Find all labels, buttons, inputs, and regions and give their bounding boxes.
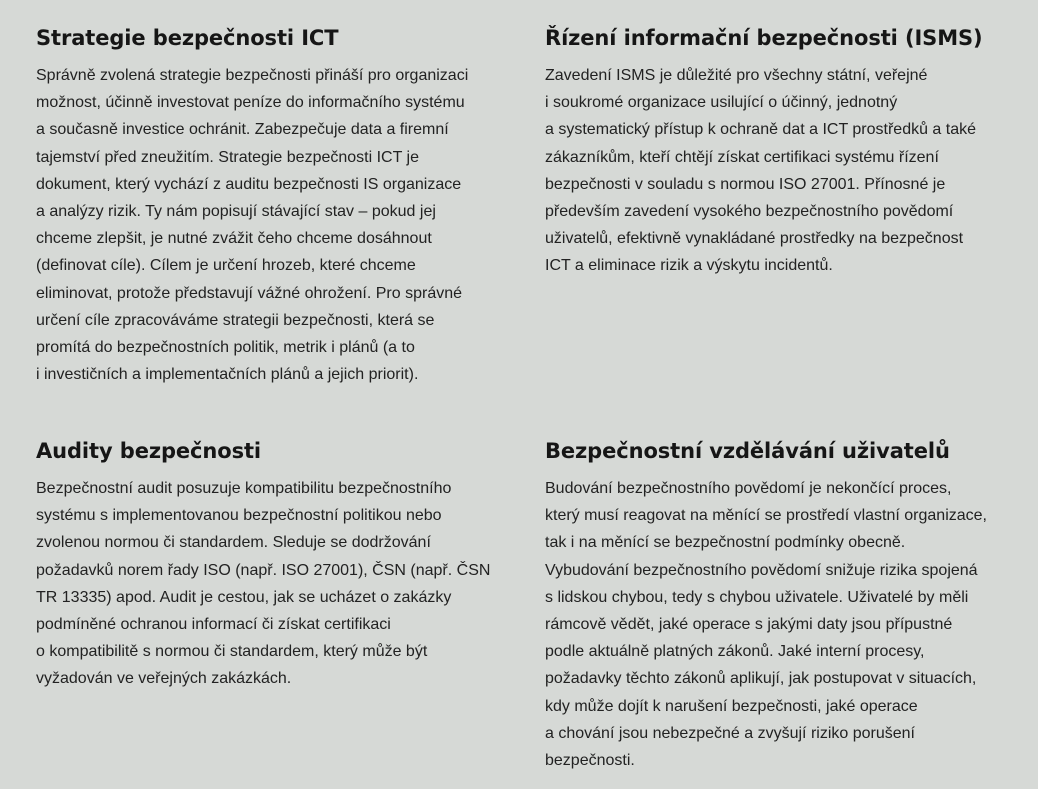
section-title: Strategie bezpečnosti ICT [36, 26, 339, 50]
body-line: požadavků norem řady ISO (např. ISO 27001), ČSN (např. ČSN [36, 561, 491, 579]
body-line: a analýzy rizik. Ty nám popisují stávající stav – pokud jej [36, 203, 436, 221]
body-line: ICT a eliminace rizik a výskytu incidentů. [545, 257, 833, 275]
body-line: kdy může dojít k narušení bezpečnosti, jaké operace [545, 697, 918, 715]
body-line: Správně zvolená strategie bezpečnosti přináší pro organizaci [36, 67, 469, 84]
body-line: bezpečnosti v souladu s normou ISO 27001. Přínosné je [545, 175, 946, 193]
section-body [545, 475, 1015, 774]
body-line: uživatelů, efektivně vynakládané prostředky na bezpečnost [545, 230, 964, 248]
body-line: určení cíle zpracováváme strategii bezpečnosti, která se [36, 311, 435, 329]
body-line: TR 13335) apod. Audit je cestou, jak se ucházet o zakázky [36, 588, 452, 606]
body-line: zákazníkům, kteří chtějí získat certifikaci systému řízení [545, 148, 939, 166]
section-isms [545, 24, 1015, 280]
section-title: Bezpečnostní vzdělávání uživatelů [545, 439, 950, 463]
body-line: bezpečnosti. [545, 752, 635, 770]
body-line: zvolenou normou či standardem. Sleduje se dodržování [36, 534, 431, 552]
body-line: tajemství před zneužitím. Strategie bezpečnosti ICT je [36, 148, 419, 166]
body-line: dokument, který vychází z auditu bezpečnosti IS organizace [36, 175, 462, 193]
body-line: s lidskou chybou, tedy s chybou uživatele. Uživatelé by měli [545, 588, 969, 606]
body-line: podle aktuálně platných zákonů. Jaké interní procesy, [545, 643, 925, 661]
body-line: možnost, účinně investovat peníze do informačního systému [36, 94, 465, 112]
body-line: i investičních a implementačních plánů a jejich priorit). [36, 366, 419, 384]
body-line: a chování jsou nebezpečné a zvyšují riziko porušení [545, 724, 915, 742]
body-line: chceme zlepšit, je nutné zvážit čeho chceme dosáhnout [36, 230, 432, 248]
body-line: Budování bezpečnostního povědomí je nekončící proces, [545, 480, 952, 497]
body-line: i soukromé organizace usilující o účinný, jednotný [545, 94, 898, 112]
section-security-audits [36, 437, 506, 693]
section-body [545, 62, 1015, 280]
section-title: Audity bezpečnosti [36, 439, 262, 463]
body-line: Bezpečnostní audit posuzuje kompatibilitu bezpečnostního [36, 480, 452, 497]
section-body [36, 62, 506, 388]
section-body [36, 475, 506, 693]
body-line: tak i na měnící se bezpečnostní podmínky obecně. [545, 534, 906, 552]
body-line: Zavedení ISMS je důležité pro všechny státní, veřejné [545, 67, 928, 84]
body-line: Vybudování bezpečnostního povědomí snižuje rizika spojená [545, 561, 978, 579]
body-line: který musí reagovat na měnící se prostředí vlastní organizace, [545, 507, 987, 525]
body-line: především zavedení vysokého bezpečnostního povědomí [545, 203, 954, 221]
body-line: (definovat cíle). Cílem je určení hrozeb, které chceme [36, 257, 416, 275]
body-line: eliminovat, protože představují vážné ohrožení. Pro správné [36, 284, 463, 302]
body-line: o kompatibilitě s normou či standardem, který může být [36, 643, 428, 661]
section-title: Řízení informační bezpečnosti (ISMS) [545, 26, 983, 50]
body-line: podmíněné ochranou informací či získat certifikaci [36, 616, 391, 634]
section-security-user-training [545, 437, 1015, 774]
body-line: rámcově vědět, jaké operace s jakými daty jsou přípustné [545, 616, 953, 634]
body-line: vyžadován ve veřejných zakázkách. [36, 670, 292, 688]
body-line: promítá do bezpečnostních politik, metrik i plánů (a to [36, 339, 415, 357]
section-ict-security-strategy [36, 24, 506, 388]
body-line: a současně investice ochránit. Zabezpečuje data a firemní [36, 121, 449, 139]
body-line: systému s implementovanou bezpečnostní politikou nebo [36, 507, 442, 525]
body-line: a systematický přístup k ochraně dat a ICT prostředků a také [545, 121, 977, 139]
body-line: požadavky těchto zákonů aplikují, jak postupovat v situacích, [545, 670, 977, 688]
